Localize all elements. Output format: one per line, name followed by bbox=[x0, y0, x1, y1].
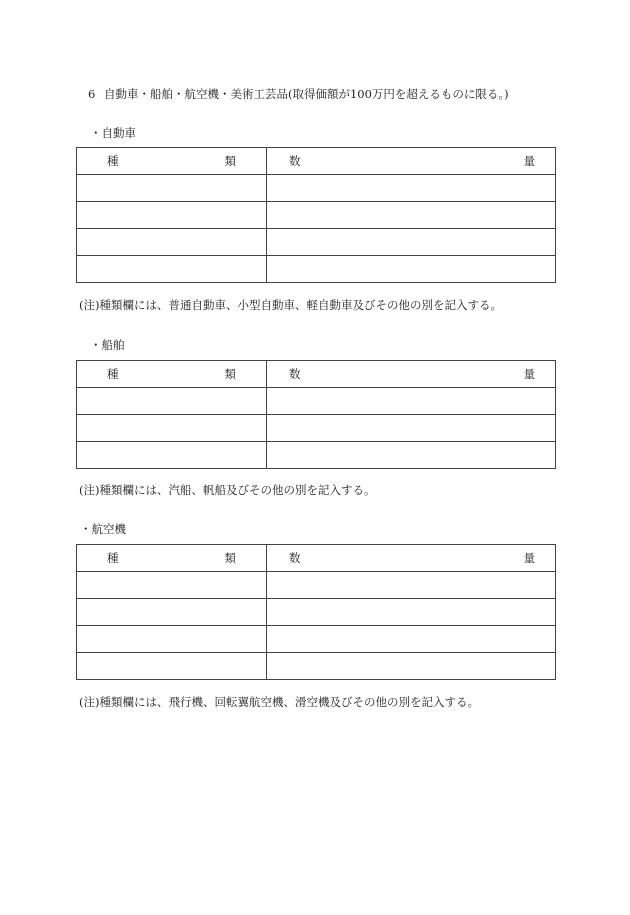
table-row bbox=[77, 202, 556, 229]
header-kind bbox=[77, 545, 267, 572]
ship-table bbox=[76, 360, 556, 469]
table-header-row bbox=[77, 361, 556, 388]
kind-cell[interactable] bbox=[77, 572, 267, 599]
kind-cell[interactable] bbox=[77, 388, 267, 415]
quantity-cell[interactable] bbox=[267, 175, 556, 202]
kind-cell[interactable] bbox=[77, 599, 267, 626]
table-row bbox=[77, 415, 556, 442]
header-kind-char1: 種 bbox=[107, 551, 119, 565]
quantity-cell[interactable] bbox=[267, 388, 556, 415]
quantity-cell[interactable] bbox=[267, 415, 556, 442]
header-kind-char2: 類 bbox=[224, 154, 236, 168]
header-quantity-char2: 量 bbox=[523, 367, 535, 381]
header-quantity bbox=[267, 361, 556, 388]
ship-note: (注)種類欄には、汽船、帆船及びその他の別を記入する。 bbox=[79, 483, 376, 497]
kind-cell[interactable] bbox=[77, 175, 267, 202]
heading-text: 自動車・船舶・航空機・美術工芸品(取得価額が100万円を超えるものに限る。) bbox=[104, 87, 509, 101]
table-row bbox=[77, 626, 556, 653]
header-kind-char2: 類 bbox=[224, 367, 236, 381]
aircraft-table bbox=[76, 544, 556, 680]
aircraft-note: (注)種類欄には、飛行機、回転翼航空機、滑空機及びその他の別を記入する。 bbox=[79, 695, 479, 709]
section-heading bbox=[88, 86, 509, 102]
header-kind-char1: 種 bbox=[107, 154, 119, 168]
automobile-table bbox=[76, 147, 556, 283]
quantity-cell[interactable] bbox=[267, 229, 556, 256]
header-quantity-char2: 量 bbox=[523, 551, 535, 565]
table-header-row bbox=[77, 148, 556, 175]
kind-cell[interactable] bbox=[77, 442, 267, 469]
quantity-cell[interactable] bbox=[267, 599, 556, 626]
header-quantity bbox=[267, 545, 556, 572]
kind-cell[interactable] bbox=[77, 256, 267, 283]
quantity-cell[interactable] bbox=[267, 256, 556, 283]
quantity-cell[interactable] bbox=[267, 653, 556, 680]
heading-number: 6 bbox=[88, 87, 96, 101]
table-row bbox=[77, 653, 556, 680]
table-row bbox=[77, 599, 556, 626]
kind-cell[interactable] bbox=[77, 626, 267, 653]
subsection-title-aircraft: ・航空機 bbox=[80, 522, 126, 536]
header-quantity-char1: 数 bbox=[289, 154, 301, 168]
table-header-row bbox=[77, 545, 556, 572]
header-quantity-char1: 数 bbox=[289, 551, 301, 565]
header-kind bbox=[77, 361, 267, 388]
header-kind bbox=[77, 148, 267, 175]
quantity-cell[interactable] bbox=[267, 626, 556, 653]
header-quantity-char2: 量 bbox=[523, 154, 535, 168]
table-row bbox=[77, 229, 556, 256]
kind-cell[interactable] bbox=[77, 415, 267, 442]
kind-cell[interactable] bbox=[77, 229, 267, 256]
header-quantity bbox=[267, 148, 556, 175]
table-row bbox=[77, 572, 556, 599]
header-quantity-char1: 数 bbox=[289, 367, 301, 381]
kind-cell[interactable] bbox=[77, 202, 267, 229]
quantity-cell[interactable] bbox=[267, 572, 556, 599]
kind-cell[interactable] bbox=[77, 653, 267, 680]
table-row bbox=[77, 256, 556, 283]
header-kind-char2: 類 bbox=[224, 551, 236, 565]
automobile-note: (注)種類欄には、普通自動車、小型自動車、軽自動車及びその他の別を記入する。 bbox=[79, 298, 502, 312]
table-row bbox=[77, 442, 556, 469]
header-kind-char1: 種 bbox=[107, 367, 119, 381]
table-row bbox=[77, 175, 556, 202]
subsection-title-automobile: ・自動車 bbox=[90, 126, 136, 140]
quantity-cell[interactable] bbox=[267, 202, 556, 229]
subsection-title-ship: ・船舶 bbox=[90, 338, 125, 352]
table-row bbox=[77, 388, 556, 415]
quantity-cell[interactable] bbox=[267, 442, 556, 469]
